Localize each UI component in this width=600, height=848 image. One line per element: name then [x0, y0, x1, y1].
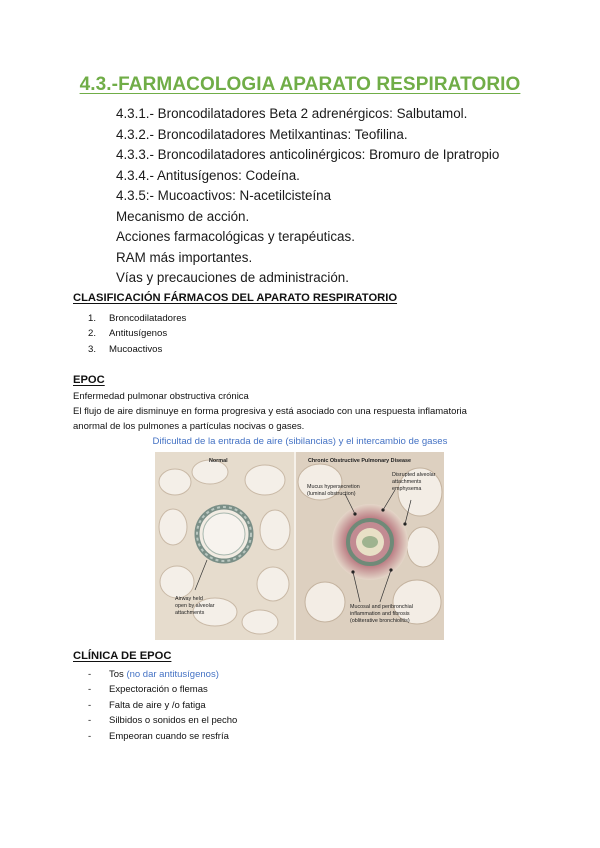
list-item	[88, 326, 186, 341]
epoc-description-line2: anormal de los pulmones a partículas nocivas o gases.	[73, 421, 305, 432]
list-text: Silbidos o sonidos en el pecho	[109, 715, 238, 727]
list-item	[88, 698, 237, 713]
list-text: Falta de aire y /o fatiga	[109, 699, 206, 711]
figure-label: attachments	[175, 610, 205, 616]
bullet-dash: -	[88, 669, 92, 680]
figure-label: attachments	[392, 479, 422, 485]
topic-item: 4.3.4.- Antitusígenos: Codeína.	[116, 167, 300, 183]
topic-item: 4.3.3.- Broncodilatadores anticolinérgicos: Bromuro de Ipratropio	[116, 147, 500, 162]
topic-item: 4.3.1.- Broncodilatadores Beta 2 adrenérgicos: Salbutamol.	[116, 106, 468, 121]
figure-label: inflammation and fibrosis	[350, 611, 410, 617]
list-number: 3.	[88, 343, 97, 355]
bullet-dash: -	[88, 730, 92, 742]
figure-label: open by alveolar	[175, 603, 215, 609]
list-number: 1.	[88, 313, 97, 324]
figure-label: Airway held	[175, 596, 203, 602]
list-text: Tos	[109, 669, 124, 680]
epoc-description-line1: El flujo de aire disminuye en forma progresiva y está asociado con una respuesta inflamatoria	[73, 406, 467, 417]
clasificacion-heading: CLASIFICACIÓN FÁRMACOS DEL APARATO RESPIRATORIO	[73, 292, 398, 304]
page-title	[0, 74, 600, 96]
figure-left-title: Normal	[209, 458, 228, 464]
epoc-heading: EPOC	[73, 374, 105, 386]
list-item	[88, 311, 186, 326]
epoc-definition: Enfermedad pulmonar obstructiva crónica	[73, 391, 249, 402]
topic-item: Vías y precauciones de administración.	[116, 270, 349, 285]
bullet-dash: -	[88, 715, 92, 727]
bullet-dash: -	[88, 684, 92, 696]
bullet-dash: -	[88, 699, 92, 711]
list-item	[88, 667, 237, 682]
list-text: Mucoactivos	[109, 343, 163, 355]
list-text: Expectoración o flemas	[109, 684, 208, 696]
topic-item: 4.3.2.- Broncodilatadores Metilxantinas: Teofilina.	[116, 126, 408, 142]
list-item	[88, 729, 237, 744]
figure-right-title: Chronic Obstructive Pulmonary Disease	[308, 458, 412, 464]
list-item	[88, 342, 186, 357]
figure-label: emphysema	[392, 486, 422, 492]
figure-label: Disrupted alveolar	[392, 472, 436, 478]
clasificacion-list	[88, 311, 186, 357]
figure-label: Mucus hypersecretion	[307, 484, 360, 490]
list-item	[88, 682, 237, 697]
figure-caption: Dificultad de la entrada de aire (sibilancias) y el intercambio de gases	[152, 436, 448, 447]
figure-label: (obliterative bronchiolitis)	[350, 618, 410, 624]
airway-figure	[155, 452, 444, 640]
page-title-text: 4.3.-FARMACOLOGIA APARATO RESPIRATORIO	[79, 74, 521, 95]
topics-list	[116, 104, 499, 289]
list-number: 2.	[88, 328, 97, 340]
topic-item: 4.3.5:- Mucoactivos: N-acetilcisteína	[116, 188, 332, 203]
list-text: Antitusígenos	[109, 328, 168, 340]
list-text: Broncodilatadores	[109, 313, 187, 324]
topic-item: RAM más importantes.	[116, 249, 253, 265]
clinica-list	[88, 667, 237, 744]
list-note: (no dar antitusígenos)	[126, 669, 219, 680]
figure-label: (luminal obstruction)	[307, 491, 356, 497]
list-item	[88, 713, 237, 728]
clinica-heading: CLÍNICA DE EPOC	[73, 650, 172, 662]
list-text: Empeoran cuando se resfría	[109, 730, 229, 742]
topic-item: Mecanismo de acción.	[116, 208, 250, 224]
figure-label: Mucosal and peribronchial	[350, 604, 413, 610]
topic-item: Acciones farmacológicas y terapéuticas.	[116, 229, 355, 244]
